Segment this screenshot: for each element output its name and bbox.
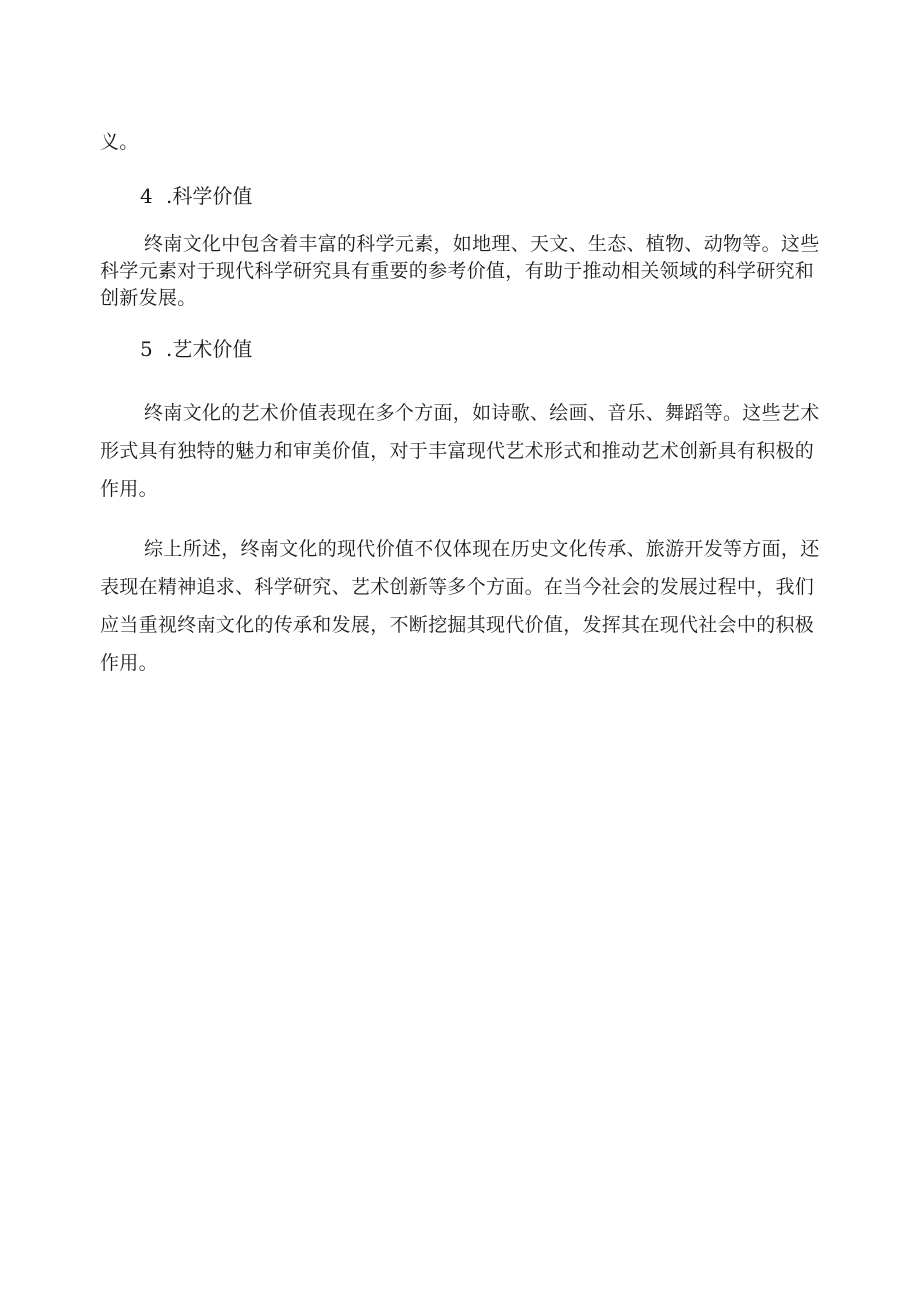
paragraph-science: 终南文化中包含着丰富的科学元素，如地理、天文、生态、植物、动物等。这些科学元素对于现代科学研究具有重要的参考价值，有助于推动相关领域的科学研究和创新发展。 (100, 233, 820, 309)
section-heading-science (140, 183, 252, 209)
paragraph-art: 终南文化的艺术价值表现在多个方面，如诗歌、绘画、音乐、舞蹈等。这些艺术形式具有独特的魅力和审美价值，对于丰富现代艺术形式和推动艺术创新具有积极的作用。 (100, 402, 820, 500)
section-number: 4 (140, 184, 153, 208)
section-heading-art (140, 336, 252, 362)
section-title: .科学价值 (166, 184, 253, 208)
section-number: 5 (140, 337, 153, 361)
section-title: .艺术价值 (166, 337, 253, 361)
paragraph-continuation: 义。 (100, 131, 139, 153)
paragraph-conclusion: 综上所述，终南文化的现代价值不仅体现在历史文化传承、旅游开发等方面，还表现在精神追求、科学研究、艺术创新等多个方面。在当今社会的发展过程中，我们应当重视终南文化的传承和发展，不断挖掘其现代价值，发挥其在现代社会中的积极作用。 (100, 538, 820, 674)
